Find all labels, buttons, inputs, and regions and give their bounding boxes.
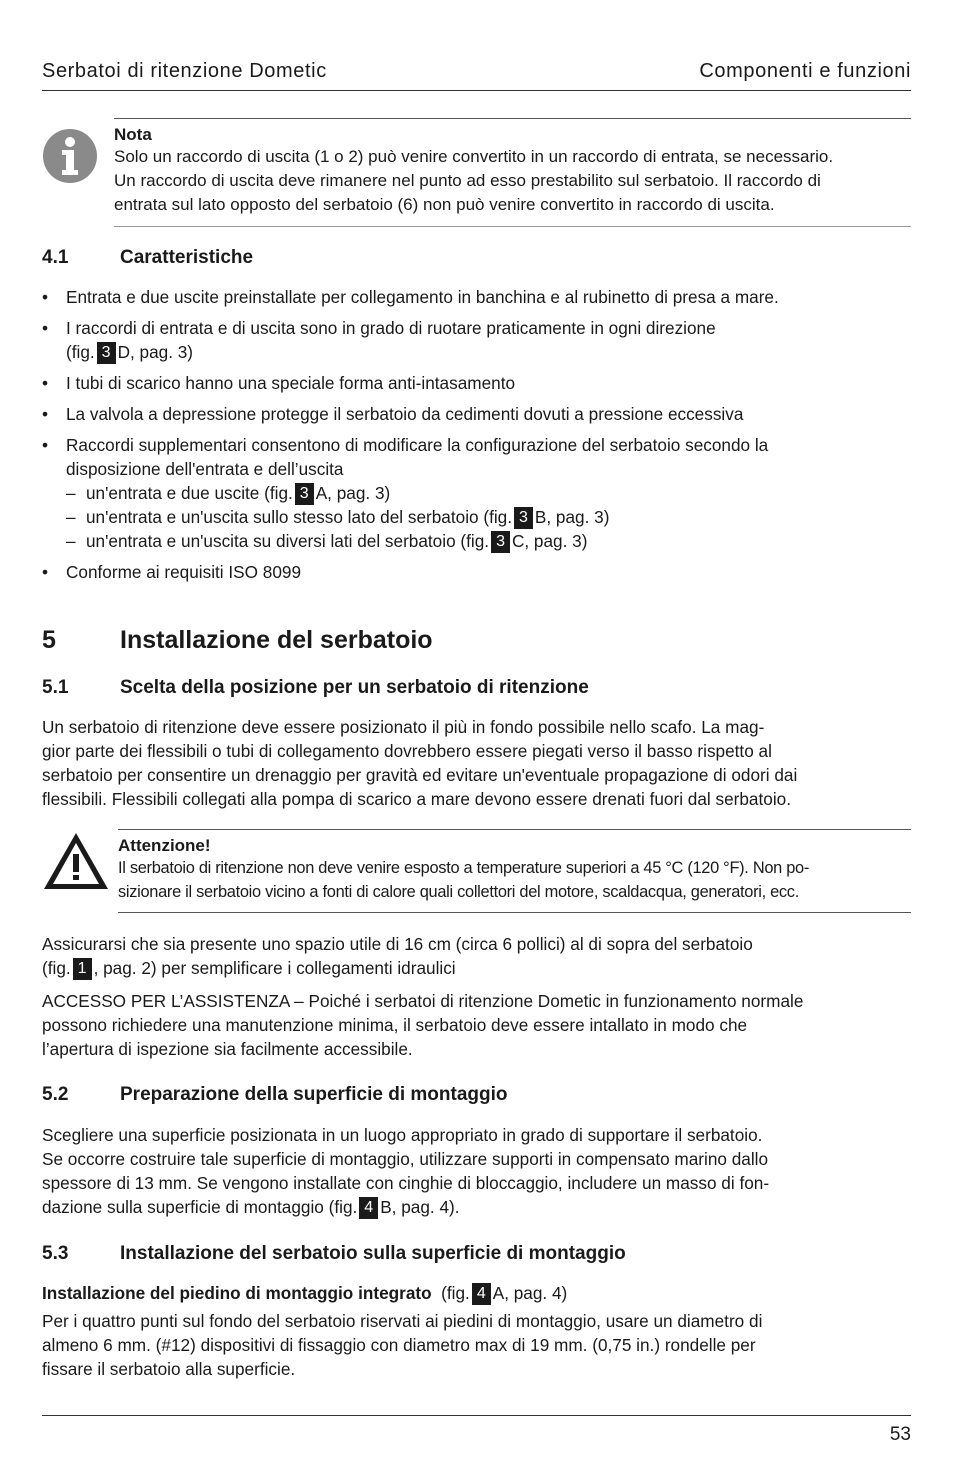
note-line-3: entrata sul lato opposto del serbatoio (6) non può venire convertito in raccordo di uscita. — [114, 195, 775, 214]
section-title: Scelta della posizione per un serbatoio di ritenzione — [120, 677, 589, 698]
info-icon — [42, 128, 98, 184]
sub-list-item: – un'entrata e due uscite (fig. 3 A, pag. 3) — [66, 481, 911, 505]
list-item: • I raccordi di entrata e di uscita sono in grado di ruotare praticamente in ogni direzione (fig. 3 D, pag. 3) — [42, 316, 911, 364]
figure-ref-badge: 4 — [472, 1283, 491, 1305]
list-item: • I tubi di scarico hanno una speciale forma anti-intasamento — [42, 371, 911, 395]
figure-ref-badge: 3 — [97, 342, 116, 364]
paragraph-mounting-feet: Per i quattro punti sul fondo del serbatoio riservati ai piedini di montaggio, usare un diametro di almeno 6 mm. (#12) dispositivi di fissaggio con diametro max di 19 mm. (0,75 in.) rondelle per fissare il serbatoio alla superficie. — [42, 1311, 763, 1379]
section-title: Preparazione della superficie di montaggio — [120, 1084, 508, 1105]
sub-list — [66, 481, 911, 553]
warning-line-2: sizionare il serbatoio vicino a fonti di calore quali collettori del motore, scaldacqua, generatori, ecc. — [118, 883, 799, 901]
figure-ref-badge: 1 — [73, 958, 92, 980]
running-header — [42, 58, 911, 91]
page — [42, 0, 911, 1475]
figure-ref-badge: 3 — [491, 531, 510, 553]
section-number: 5.2 — [42, 1084, 69, 1105]
section-number: 4.1 — [42, 247, 69, 268]
chapter-title: Installazione del serbatoio — [120, 626, 433, 654]
chapter-number: 5 — [42, 626, 56, 654]
section-title: Installazione del serbatoio sulla superficie di montaggio — [120, 1243, 626, 1264]
list-item: • Raccordi supplementari consentono di modificare la configurazione del serbatoio secondo la disposizione dell'entrata e dell’uscita – un'entrata e due uscite (fig. 3 A, pag. 3) – un'entrata e un'uscita sullo stesso lato del serbatoio (fig. 3 B, pag. 3) – un'entrata e un'uscita su diversi lati del serbatoio (fig. 3 C, pag. 3) — [42, 433, 911, 553]
list-item: • Entrata e due uscite preinstallate per collegamento in banchina e al rubinetto di presa a mare. — [42, 285, 911, 309]
page-footer — [42, 1415, 911, 1445]
section-number: 5.1 — [42, 677, 69, 698]
note-title: Nota — [114, 125, 152, 144]
paragraph-clearance: Assicurarsi che sia presente uno spazio utile di 16 cm (circa 6 pollici) al di sopra del serbatoio (fig. 1 , pag. 2) per semplificare i collegamenti idraulici — [42, 934, 753, 978]
paragraph-service-access: ACCESSO PER L’ASSISTENZA – Poiché i serbatoi di ritenzione Dometic in funzionamento normale possono richiedere una manutenzione minima, il serbatoio deve essere intallato in modo che l’apertura di ispezione sia facilmente accessibile. — [42, 991, 804, 1059]
paragraph-mounting-surface: Scegliere una superficie posizionata in un luogo appropriato in grado di supportare il serbatoio. Se occorre costruire tale superficie di montaggio, utilizzare supporti in compensato marino dallo spessore di 13 mm. Se vengono installate con cinghie di bloccaggio, includere un masso di fon- dazione sulla superficie di montaggio (fig. 4 B, pag. 4). — [42, 1125, 770, 1217]
warning-icon — [42, 831, 110, 893]
figure-ref-badge: 3 — [514, 507, 533, 529]
section-heading-5-1 — [42, 677, 911, 703]
features-list — [42, 285, 911, 591]
header-section: Componenti e funzioni — [699, 60, 911, 82]
note-box — [114, 118, 911, 227]
figure-ref-badge: 4 — [359, 1197, 378, 1219]
section-heading-4-1 — [42, 247, 911, 273]
warning-title: Attenzione! — [118, 836, 211, 855]
warning-box — [118, 829, 911, 913]
list-item: • Conforme ai requisiti ISO 8099 — [42, 560, 911, 584]
section-heading-5-2 — [42, 1084, 911, 1110]
section-number: 5.3 — [42, 1243, 69, 1264]
note-line-1: Solo un raccordo di uscita (1 o 2) può venire convertito in un raccordo di entrata, se necessario. — [114, 147, 834, 166]
warning-line-1: Il serbatoio di ritenzione non deve venire esposto a temperature superiori a 45 °C (120 °F). Non po- — [118, 859, 810, 877]
figure-ref-badge: 3 — [295, 483, 314, 505]
sub-list-item: – un'entrata e un'uscita su diversi lati del serbatoio (fig. 3 C, pag. 3) — [66, 529, 911, 553]
sub-list-item: – un'entrata e un'uscita sullo stesso lato del serbatoio (fig. 3 B, pag. 3) — [66, 505, 911, 529]
section-heading-5-3 — [42, 1243, 911, 1269]
note-line-2: Un raccordo di uscita deve rimanere nel punto ad esso prestabilito sul serbatoio. Il raccordo di — [114, 171, 821, 190]
chapter-heading-5 — [42, 626, 911, 658]
subheading-integrated-foot: Installazione del piedino di montaggio integrato (fig. 4 A, pag. 4) — [42, 1283, 568, 1303]
header-title: Serbatoi di ritenzione Dometic — [42, 60, 327, 82]
list-item: • La valvola a depressione protegge il serbatoio da cedimenti dovuti a pressione eccessiva — [42, 402, 911, 426]
section-title: Caratteristiche — [120, 247, 254, 268]
page-number: 53 — [889, 1424, 911, 1445]
paragraph-position: Un serbatoio di ritenzione deve essere posizionato il più in fondo possibile nello scafo. La mag- gior parte dei flessibili o tubi di collegamento dovrebbero essere piegati verso il basso rispetto al serbatoio per consentire un drenaggio per gravità ed evitare un'eventuale propagazione di odori dai flessibili. Flessibili collegati alla pompa di scarico a mare devono essere drenati fuori dal serbatoio. — [42, 717, 798, 809]
